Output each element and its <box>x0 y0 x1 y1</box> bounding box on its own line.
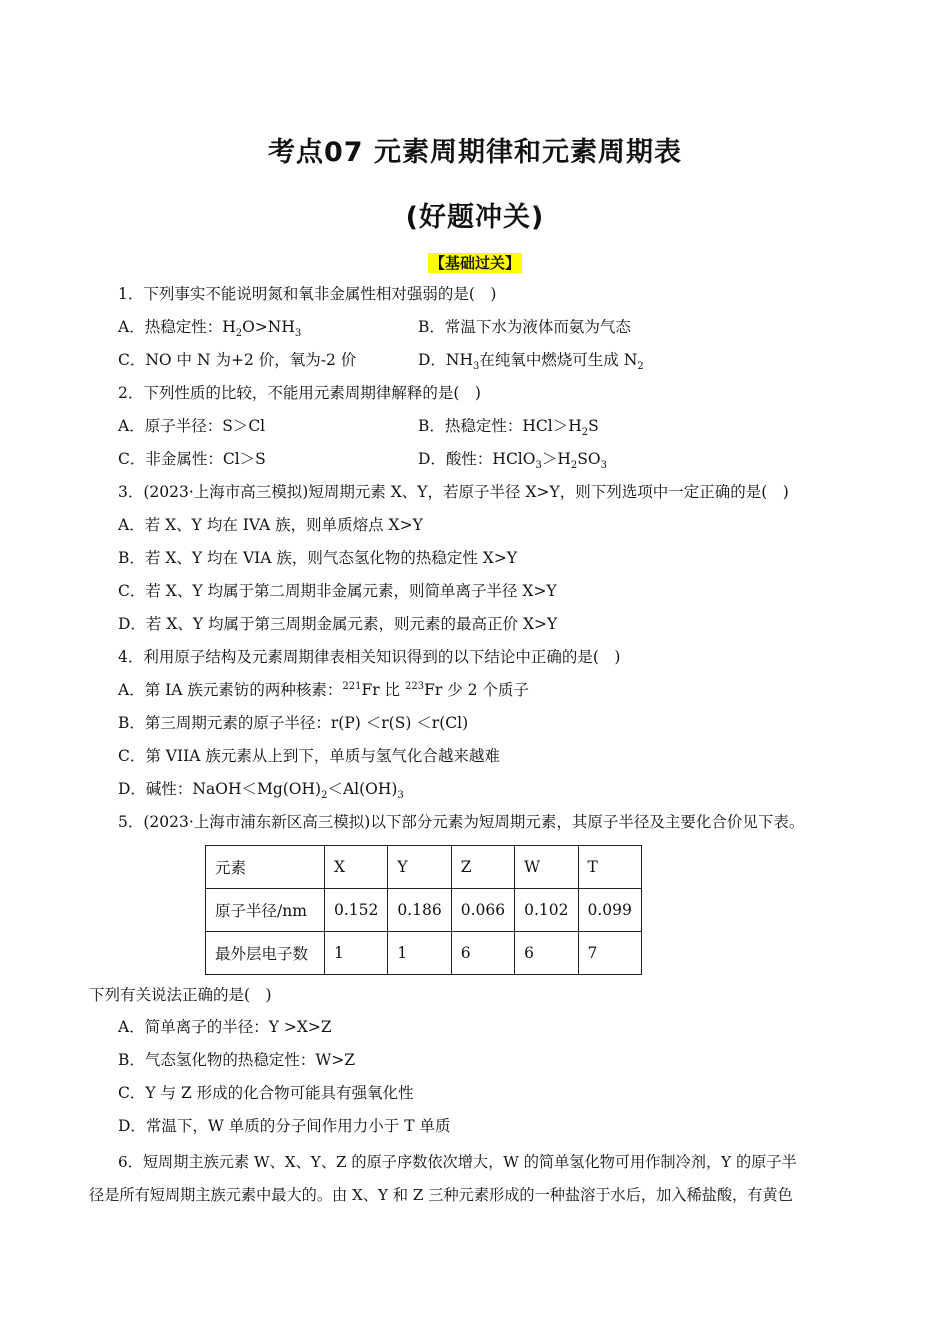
table-cell: Z <box>451 846 514 889</box>
page-title: 考点07 元素周期律和元素周期表 <box>268 137 682 168</box>
question-3-stem: 3．(2023·上海市高三模拟)短周期元素 X、Y，若原子半径 X>Y，则下列选项中一定正确的是( ) <box>118 483 789 501</box>
question-6-line-2: 径是所有短周期主族元素中最大的。由 X、Y 和 Z 三种元素形成的一种盐溶于水后，加入稀盐酸，有黄色 <box>89 1186 793 1204</box>
table-cell: 元素 <box>206 846 325 889</box>
question-4-option-a: A．第 IA 族元素钫的两种核素：$^{221}$Fr 比 $^{223}$Fr 少 2 个质子 <box>118 680 529 699</box>
table-row <box>206 846 642 889</box>
question-2-option-a: A．原子半径：S＞Cl <box>118 417 266 435</box>
table-row <box>206 932 642 975</box>
question-1-option-c: C．NO 中 N 为+2 价，氧为-2 价 <box>118 351 357 369</box>
question-1-option-a: A．热稳定性：$H_2O>NH_3$ <box>118 318 302 340</box>
question-2-option-c: C．非金属性：Cl＞S <box>118 450 266 468</box>
question-3-option-d: D．若 X、Y 均属于第三周期金属元素，则元素的最高正价 X>Y <box>118 615 558 633</box>
question-2-stem: 2．下列性质的比较，不能用元素周期律解释的是( ) <box>118 384 481 402</box>
question-5-stem: 5．(2023·上海市浦东新区高三模拟)以下部分元素为短周期元素，其原子半径及主要化合价见下表。 <box>118 813 805 831</box>
question-5-prompt: 下列有关说法正确的是( ) <box>89 986 272 1004</box>
table-cell: 最外层电子数 <box>206 932 325 975</box>
table-cell: 7 <box>578 932 641 975</box>
table-cell: X <box>325 846 388 889</box>
question-5-option-c: C．Y 与 Z 形成的化合物可能具有强氧化性 <box>118 1084 414 1102</box>
question-3-option-b: B．若 X、Y 均在 VIA 族，则气态氢化物的热稳定性 X>Y <box>118 549 518 567</box>
question-1-option-d: D．$NH_3$在纯氧中燃烧可生成 $N_2$ <box>418 351 644 373</box>
table-cell: T <box>578 846 641 889</box>
table-row <box>206 889 642 932</box>
question-5-option-a: A．简单离子的半径：Y >X>Z <box>118 1018 332 1036</box>
question-3-option-a: A．若 X、Y 均在 IVA 族，则单质熔点 X>Y <box>118 516 423 534</box>
section-heading <box>0 252 950 273</box>
table-cell: W <box>515 846 578 889</box>
table-cell: 0.066 <box>451 889 514 932</box>
question-4-option-d: D．碱性：$NaOH<Mg(OH)_2<Al(OH)_3$ <box>118 780 404 802</box>
question-1-option-b: B．常温下水为液体而氨为气态 <box>418 318 631 336</box>
table-cell: 0.102 <box>515 889 578 932</box>
question-5-option-d: D．常温下，W 单质的分子间作用力小于 T 单质 <box>118 1117 451 1135</box>
question-2-option-b: B．热稳定性：$HCl>H_2S$ <box>418 417 599 439</box>
table-cell: 0.099 <box>578 889 641 932</box>
question-3-option-c: C．若 X、Y 均属于第二周期非金属元素，则简单离子半径 X>Y <box>118 582 557 600</box>
table-cell: 0.186 <box>388 889 451 932</box>
table-cell: 1 <box>325 932 388 975</box>
table-cell: 0.152 <box>325 889 388 932</box>
element-data-table <box>205 845 642 975</box>
page-subtitle: (好题冲关) <box>405 202 545 233</box>
question-4-stem: 4．利用原子结构及元素周期律表相关知识得到的以下结论中正确的是( ) <box>118 648 621 666</box>
section-label: 【基础过关】 <box>429 254 520 272</box>
question-2-option-d: D．酸性：$HClO_3>H_2SO_3$ <box>418 450 607 472</box>
table-cell: 1 <box>388 932 451 975</box>
question-4-option-b: B．第三周期元素的原子半径：r(P) ＜r(S) ＜r(Cl) <box>118 714 469 732</box>
question-4-option-c: C．第 VIIA 族元素从上到下，单质与氢气化合越来越难 <box>118 747 500 765</box>
table-cell: 6 <box>515 932 578 975</box>
table-cell: 原子半径/nm <box>206 889 325 932</box>
table-cell: Y <box>388 846 451 889</box>
question-1-stem: 1．下列事实不能说明氮和氧非金属性相对强弱的是( ) <box>118 285 497 303</box>
question-6-line-1: 6．短周期主族元素 W、X、Y、Z 的原子序数依次增大，W 的简单氢化物可用作制冷剂，Y 的原子半 <box>118 1153 797 1171</box>
question-5-option-b: B．气态氢化物的热稳定性：W>Z <box>118 1051 356 1069</box>
table-cell: 6 <box>451 932 514 975</box>
